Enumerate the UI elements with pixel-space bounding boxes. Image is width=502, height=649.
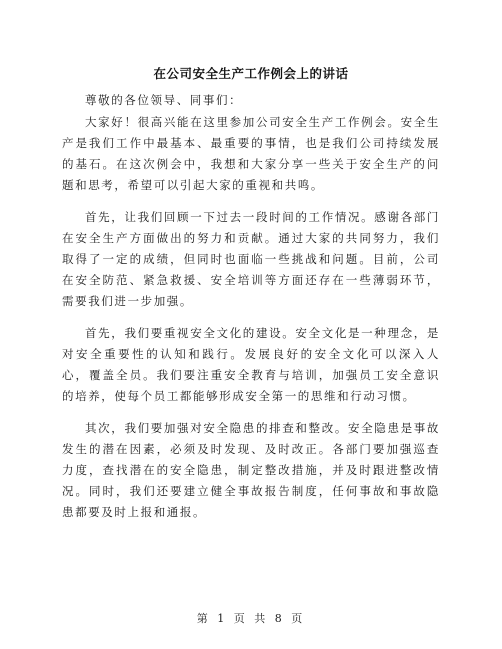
- paragraph-2: 首先，让我们回顾一下过去一段时间的工作情况。感谢各部门在安全生产方面做出的努力和贡献。通过大家的共同努力，我们取得了一定的成绩，但同时也面临一些挑战和问题。目前，公司在安全防范、紧急救援、安全培训等方面还存在一些薄弱环节，需要我们进一步加强。: [62, 210, 440, 308]
- paragraph-1: 大家好！很高兴能在这里参加公司安全生产工作例会。安全生产是我们工作中最基本、最重要的事情，也是我们公司持续发展的基石。在这次例会中，我想和大家分享一些关于安全生产的问题和思考，希望可以引起大家的重视和共鸣。: [62, 115, 440, 192]
- paragraph-4: 其次，我们要加强对安全隐患的排查和整改。安全隐患是事故发生的潜在因素，必须及时发现、及时改正。各部门要加强巡查力度，查找潜在的安全隐患，制定整改措施，并及时跟进整改情况。同时，我们还要建立健全事故报告制度，任何事故和事故隐患都要及时上报和通报。: [62, 421, 440, 519]
- document-body: [62, 90, 440, 534]
- salutation: 尊敬的各位领导、同事们：: [85, 93, 243, 107]
- paragraph-3: 首先，我们要重视安全文化的建设。安全文化是一种理念，是对安全重要性的认知和践行。发展良好的安全文化可以深入人心，覆盖全员。我们要注重安全教育与培训，加强员工安全意识的培养，使每个员工都能够形成安全第一的思维和行动习惯。: [62, 326, 440, 403]
- page-indicator: 第 1 页 共 8 页: [196, 612, 306, 625]
- document-title: 在公司安全生产工作例会上的讲话: [153, 66, 349, 81]
